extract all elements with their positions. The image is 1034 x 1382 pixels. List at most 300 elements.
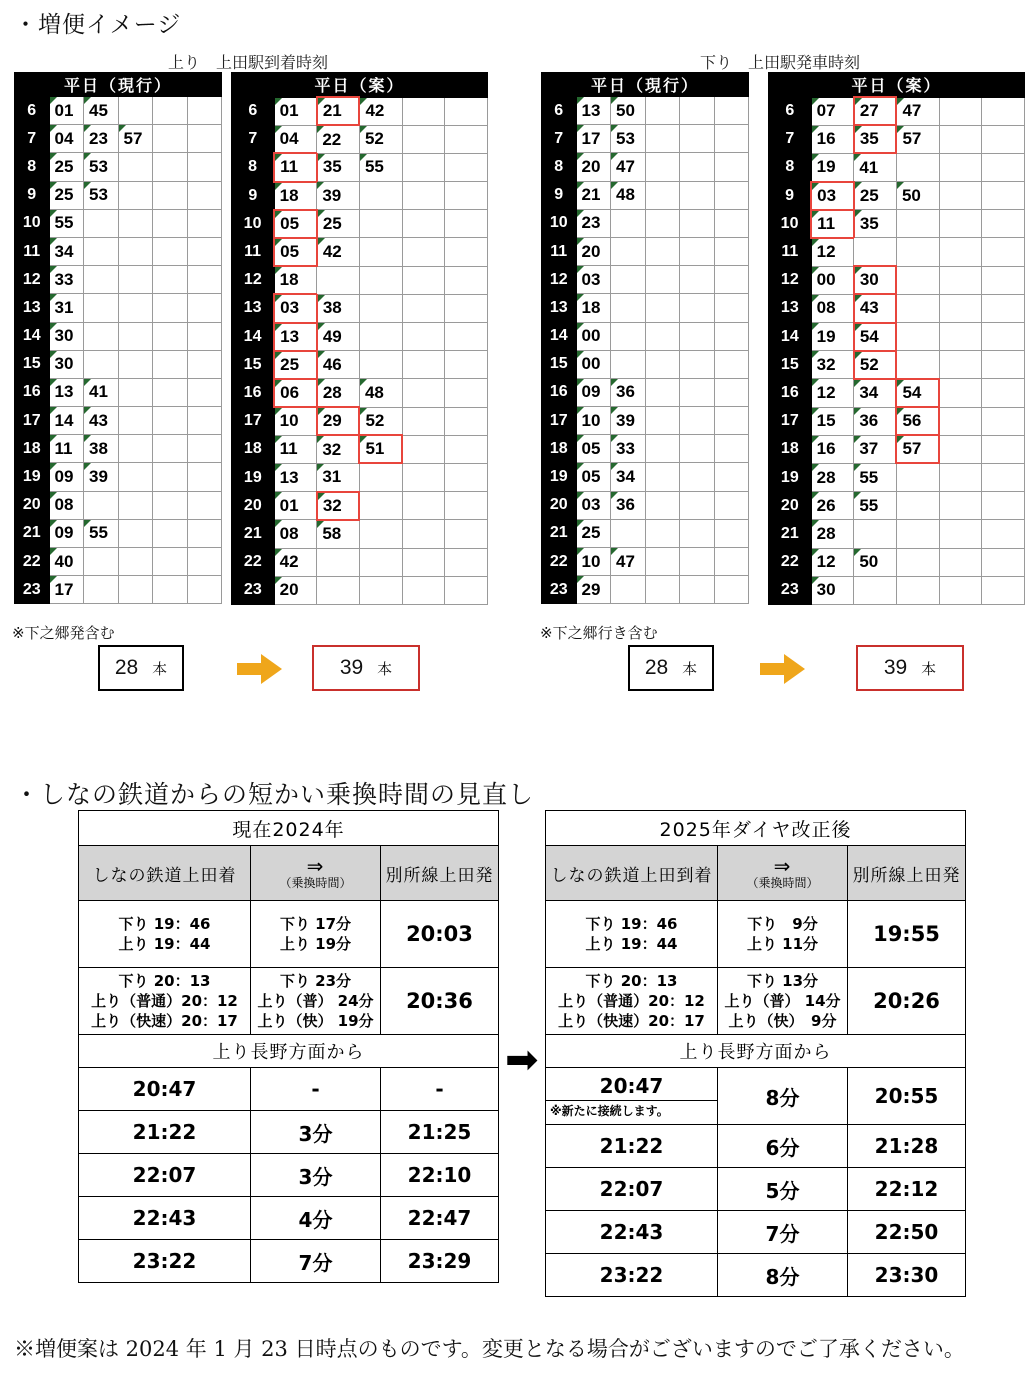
departure-cell: 53 bbox=[84, 181, 119, 209]
timetable-row bbox=[15, 407, 222, 435]
departure-cell: 12 bbox=[811, 548, 854, 576]
empty-cell bbox=[645, 519, 680, 547]
empty-cell bbox=[153, 548, 188, 576]
departure-cell: 08 bbox=[811, 294, 854, 322]
timetable-row bbox=[542, 322, 749, 350]
transfer-sub-label: （乗換時間） bbox=[279, 875, 352, 890]
departure-cell: 35 bbox=[854, 125, 897, 153]
empty-cell bbox=[680, 519, 715, 547]
departure-cell: 01 bbox=[49, 97, 84, 125]
empty-cell bbox=[402, 351, 445, 379]
empty-cell bbox=[153, 266, 188, 294]
departure-cell: 26 bbox=[811, 492, 854, 520]
timetable-row bbox=[542, 435, 749, 463]
empty-cell bbox=[153, 181, 188, 209]
empty-cell bbox=[982, 492, 1025, 520]
caption-inbound: 上り 上田駅到着時刻 bbox=[168, 53, 329, 72]
hour-cell: 21 bbox=[542, 519, 577, 547]
empty-cell bbox=[714, 435, 749, 463]
hour-cell: 13 bbox=[542, 294, 577, 322]
departure-cell: 25 bbox=[274, 351, 317, 379]
departure-cell: 03 bbox=[576, 266, 611, 294]
empty-cell bbox=[187, 294, 222, 322]
depart-time: 20:26 bbox=[848, 968, 966, 1035]
arrive-times: 下り 20：13 上り（普通）20：12 上り（快速）20：17 bbox=[546, 968, 718, 1035]
empty-cell bbox=[153, 322, 188, 350]
arrive-time: 20:47 bbox=[79, 1068, 251, 1111]
empty-cell bbox=[982, 407, 1025, 435]
timetable-row bbox=[232, 435, 488, 463]
empty-cell bbox=[84, 491, 119, 519]
empty-cell bbox=[645, 125, 680, 153]
departure-cell: 30 bbox=[811, 576, 854, 604]
empty-cell bbox=[896, 492, 939, 520]
empty-cell bbox=[645, 266, 680, 294]
empty-cell bbox=[645, 294, 680, 322]
timetable-inbound-proposed bbox=[231, 72, 488, 605]
empty-cell bbox=[896, 238, 939, 266]
hour-cell: 9 bbox=[15, 181, 50, 209]
empty-cell bbox=[854, 520, 897, 548]
departure-cell: 29 bbox=[317, 407, 360, 435]
departure-cell: 50 bbox=[896, 182, 939, 210]
timetable-row bbox=[232, 238, 488, 266]
timetable-row bbox=[769, 323, 1025, 351]
empty-cell bbox=[939, 323, 982, 351]
departure-cell: 31 bbox=[317, 463, 360, 491]
empty-cell bbox=[611, 322, 646, 350]
empty-cell bbox=[84, 350, 119, 378]
empty-cell bbox=[714, 350, 749, 378]
count-current-outbound bbox=[628, 645, 714, 691]
empty-cell bbox=[187, 181, 222, 209]
empty-cell bbox=[445, 520, 488, 548]
empty-cell bbox=[939, 576, 982, 604]
departure-cell: 39 bbox=[611, 407, 646, 435]
hour-cell: 10 bbox=[15, 209, 50, 237]
empty-cell bbox=[84, 294, 119, 322]
empty-cell bbox=[896, 576, 939, 604]
empty-cell bbox=[896, 210, 939, 238]
departure-cell: 25 bbox=[49, 181, 84, 209]
empty-cell bbox=[187, 378, 222, 406]
comparison-table-after bbox=[545, 810, 966, 1297]
empty-cell bbox=[939, 548, 982, 576]
transfer-row bbox=[546, 1125, 966, 1168]
hour-cell: 19 bbox=[542, 463, 577, 491]
empty-cell bbox=[402, 182, 445, 210]
empty-cell bbox=[854, 576, 897, 604]
empty-cell bbox=[982, 266, 1025, 294]
departure-cell: 04 bbox=[49, 125, 84, 153]
empty-cell bbox=[896, 294, 939, 322]
timetable-row bbox=[232, 548, 488, 576]
hour-cell: 12 bbox=[15, 266, 50, 294]
note-inbound: ※下之郷発含む bbox=[12, 625, 115, 642]
departure-cell: 31 bbox=[49, 294, 84, 322]
empty-cell bbox=[680, 181, 715, 209]
timetable-row bbox=[542, 237, 749, 265]
empty-cell bbox=[611, 209, 646, 237]
departure-cell: 23 bbox=[84, 125, 119, 153]
empty-cell bbox=[445, 576, 488, 604]
empty-cell bbox=[611, 519, 646, 547]
empty-cell bbox=[187, 153, 222, 181]
departure-cell: 55 bbox=[84, 519, 119, 547]
timetable-row bbox=[542, 97, 749, 125]
departure-cell: 05 bbox=[274, 238, 317, 266]
empty-cell bbox=[445, 182, 488, 210]
empty-cell bbox=[359, 323, 402, 351]
timetable-outbound-current bbox=[541, 72, 749, 604]
empty-cell bbox=[317, 266, 360, 294]
hour-cell: 13 bbox=[232, 294, 275, 322]
empty-cell bbox=[611, 576, 646, 604]
departure-cell: 53 bbox=[84, 153, 119, 181]
departure-cell: 17 bbox=[576, 125, 611, 153]
hour-cell: 22 bbox=[232, 548, 275, 576]
hour-cell: 16 bbox=[232, 379, 275, 407]
empty-cell bbox=[939, 492, 982, 520]
departure-cell: 01 bbox=[274, 97, 317, 125]
departure-cell: 00 bbox=[576, 322, 611, 350]
empty-cell bbox=[680, 435, 715, 463]
departure-cell: 42 bbox=[274, 548, 317, 576]
empty-cell bbox=[982, 435, 1025, 463]
departure-cell: 29 bbox=[576, 576, 611, 604]
empty-cell bbox=[84, 322, 119, 350]
timetable-row bbox=[769, 210, 1025, 238]
timetable-row bbox=[769, 294, 1025, 322]
timetable-row bbox=[542, 519, 749, 547]
empty-cell bbox=[714, 322, 749, 350]
empty-cell bbox=[402, 379, 445, 407]
hour-cell: 12 bbox=[542, 266, 577, 294]
transfer-times: 下り 13分 上り（普） 14分 上り（快） 9分 bbox=[718, 968, 848, 1035]
empty-cell bbox=[359, 520, 402, 548]
transfer-row bbox=[546, 1254, 966, 1297]
empty-cell bbox=[680, 209, 715, 237]
departure-cell: 52 bbox=[359, 125, 402, 153]
count-unit: 本 bbox=[921, 660, 937, 678]
empty-cell bbox=[187, 435, 222, 463]
departure-cell: 11 bbox=[811, 210, 854, 238]
depart-time: 20:55 bbox=[848, 1068, 966, 1125]
empty-cell bbox=[445, 407, 488, 435]
timetable-row bbox=[769, 407, 1025, 435]
hour-cell: 21 bbox=[15, 519, 50, 547]
empty-cell bbox=[118, 435, 153, 463]
transfer-row bbox=[79, 968, 499, 1035]
timetable-row bbox=[15, 181, 222, 209]
timetable-row bbox=[232, 323, 488, 351]
empty-cell bbox=[118, 491, 153, 519]
departure-cell: 47 bbox=[611, 153, 646, 181]
increase-arrow-outbound bbox=[760, 652, 806, 686]
empty-cell bbox=[939, 238, 982, 266]
empty-cell bbox=[118, 181, 153, 209]
timetable-outbound-proposed-title: 平日（案） bbox=[769, 73, 1025, 98]
departure-cell: 08 bbox=[274, 520, 317, 548]
timetable-row bbox=[769, 548, 1025, 576]
empty-cell bbox=[714, 125, 749, 153]
empty-cell bbox=[359, 463, 402, 491]
empty-cell bbox=[187, 350, 222, 378]
transfer-time: 8分 bbox=[718, 1254, 848, 1297]
hour-cell: 19 bbox=[769, 463, 812, 491]
hour-cell: 19 bbox=[232, 463, 275, 491]
hour-cell: 8 bbox=[542, 153, 577, 181]
empty-cell bbox=[445, 210, 488, 238]
empty-cell bbox=[645, 407, 680, 435]
hour-cell: 11 bbox=[769, 238, 812, 266]
departure-cell: 28 bbox=[811, 520, 854, 548]
depart-time: 21:28 bbox=[848, 1125, 966, 1168]
departure-cell: 09 bbox=[49, 463, 84, 491]
increase-arrow-inbound bbox=[237, 652, 283, 686]
empty-cell bbox=[118, 463, 153, 491]
hour-cell: 8 bbox=[232, 153, 275, 181]
hour-cell: 15 bbox=[15, 350, 50, 378]
hour-cell: 22 bbox=[769, 548, 812, 576]
arrive-time: 21:22 bbox=[546, 1125, 718, 1168]
hour-cell: 16 bbox=[769, 379, 812, 407]
arrive-cell bbox=[546, 1068, 718, 1125]
empty-cell bbox=[714, 294, 749, 322]
empty-cell bbox=[896, 463, 939, 491]
arrive-times: 下り 20：13 上り（普通）20：12 上り（快速）20：17 bbox=[79, 968, 251, 1035]
empty-cell bbox=[645, 463, 680, 491]
empty-cell bbox=[896, 266, 939, 294]
section-increase-heading: ・増便イメージ bbox=[14, 12, 182, 38]
empty-cell bbox=[445, 238, 488, 266]
transfer-arrow-icon: ⇒ bbox=[773, 853, 792, 878]
hour-cell: 17 bbox=[769, 407, 812, 435]
timetable-row bbox=[15, 266, 222, 294]
empty-cell bbox=[680, 576, 715, 604]
hour-cell: 20 bbox=[15, 491, 50, 519]
empty-cell bbox=[445, 463, 488, 491]
timetable-row bbox=[542, 266, 749, 294]
departure-cell: 34 bbox=[49, 237, 84, 265]
empty-cell bbox=[982, 294, 1025, 322]
departure-cell: 14 bbox=[49, 407, 84, 435]
departure-cell: 34 bbox=[854, 379, 897, 407]
departure-cell: 25 bbox=[854, 182, 897, 210]
departure-cell: 52 bbox=[359, 407, 402, 435]
empty-cell bbox=[153, 209, 188, 237]
hour-cell: 23 bbox=[769, 576, 812, 604]
departure-cell: 20 bbox=[576, 237, 611, 265]
departure-cell: 05 bbox=[576, 435, 611, 463]
departure-cell: 15 bbox=[811, 407, 854, 435]
transition-arrow: ➡ bbox=[505, 1038, 539, 1082]
column-header-transfer bbox=[718, 846, 848, 901]
departure-cell: 30 bbox=[49, 322, 84, 350]
empty-cell bbox=[187, 491, 222, 519]
column-header-arrive: しなの鉄道上田着 bbox=[79, 846, 251, 901]
empty-cell bbox=[896, 548, 939, 576]
transfer-times: 下り 9分 上り 11分 bbox=[718, 901, 848, 968]
empty-cell bbox=[982, 323, 1025, 351]
empty-cell bbox=[445, 294, 488, 322]
departure-cell: 13 bbox=[49, 378, 84, 406]
empty-cell bbox=[714, 378, 749, 406]
departure-cell: 19 bbox=[811, 153, 854, 181]
empty-cell bbox=[118, 407, 153, 435]
empty-cell bbox=[445, 97, 488, 125]
hour-cell: 10 bbox=[232, 210, 275, 238]
hour-cell: 18 bbox=[15, 435, 50, 463]
empty-cell bbox=[982, 125, 1025, 153]
empty-cell bbox=[939, 294, 982, 322]
empty-cell bbox=[645, 435, 680, 463]
empty-cell bbox=[153, 350, 188, 378]
departure-cell: 42 bbox=[317, 238, 360, 266]
count-unit: 本 bbox=[682, 660, 698, 678]
empty-cell bbox=[402, 153, 445, 181]
empty-cell bbox=[153, 463, 188, 491]
empty-cell bbox=[187, 97, 222, 125]
departure-cell: 11 bbox=[274, 153, 317, 181]
column-header-depart: 別所線上田発 bbox=[381, 846, 499, 901]
column-header-transfer bbox=[251, 846, 381, 901]
empty-cell bbox=[118, 237, 153, 265]
empty-cell bbox=[714, 97, 749, 125]
empty-cell bbox=[153, 407, 188, 435]
empty-cell bbox=[153, 153, 188, 181]
empty-cell bbox=[359, 266, 402, 294]
empty-cell bbox=[402, 576, 445, 604]
empty-cell bbox=[939, 210, 982, 238]
hour-cell: 11 bbox=[542, 237, 577, 265]
empty-cell bbox=[714, 237, 749, 265]
hour-cell: 21 bbox=[232, 520, 275, 548]
timetable-row bbox=[15, 125, 222, 153]
depart-time: 22:50 bbox=[848, 1211, 966, 1254]
arrive-time: 21:22 bbox=[79, 1111, 251, 1154]
empty-cell bbox=[939, 97, 982, 125]
empty-cell bbox=[153, 435, 188, 463]
arrive-time: 23:22 bbox=[79, 1240, 251, 1283]
departure-cell: 43 bbox=[84, 407, 119, 435]
empty-cell bbox=[153, 576, 188, 604]
empty-cell bbox=[645, 237, 680, 265]
departure-cell: 05 bbox=[576, 463, 611, 491]
empty-cell bbox=[611, 350, 646, 378]
hour-cell: 10 bbox=[769, 210, 812, 238]
empty-cell bbox=[118, 548, 153, 576]
empty-cell bbox=[118, 519, 153, 547]
empty-cell bbox=[714, 153, 749, 181]
departure-cell: 37 bbox=[854, 435, 897, 463]
empty-cell bbox=[645, 491, 680, 519]
hour-cell: 15 bbox=[542, 350, 577, 378]
departure-cell: 21 bbox=[576, 181, 611, 209]
empty-cell bbox=[680, 237, 715, 265]
transfer-row bbox=[546, 1211, 966, 1254]
empty-cell bbox=[939, 435, 982, 463]
arrive-time: 22:07 bbox=[79, 1154, 251, 1197]
hour-cell: 7 bbox=[769, 125, 812, 153]
empty-cell bbox=[118, 576, 153, 604]
departure-cell: 52 bbox=[854, 351, 897, 379]
arrive-time: 22:43 bbox=[79, 1197, 251, 1240]
empty-cell bbox=[611, 237, 646, 265]
empty-cell bbox=[645, 350, 680, 378]
departure-cell: 35 bbox=[854, 210, 897, 238]
transfer-time: 6分 bbox=[718, 1125, 848, 1168]
empty-cell bbox=[896, 153, 939, 181]
empty-cell bbox=[445, 492, 488, 520]
empty-cell bbox=[402, 435, 445, 463]
departure-cell: 23 bbox=[576, 209, 611, 237]
empty-cell bbox=[982, 182, 1025, 210]
empty-cell bbox=[939, 266, 982, 294]
empty-cell bbox=[118, 153, 153, 181]
hour-cell: 12 bbox=[769, 266, 812, 294]
empty-cell bbox=[359, 238, 402, 266]
hour-cell: 11 bbox=[15, 237, 50, 265]
empty-cell bbox=[714, 519, 749, 547]
transfer-time: 3分 bbox=[251, 1154, 381, 1197]
transfer-time: 4分 bbox=[251, 1197, 381, 1240]
depart-time: 22:10 bbox=[381, 1154, 499, 1197]
departure-cell: 03 bbox=[811, 182, 854, 210]
departure-cell: 00 bbox=[811, 266, 854, 294]
empty-cell bbox=[118, 378, 153, 406]
hour-cell: 17 bbox=[232, 407, 275, 435]
departure-cell: 47 bbox=[896, 97, 939, 125]
departure-cell: 35 bbox=[317, 153, 360, 181]
arrive-times: 下り 19：46 上り 19：44 bbox=[546, 901, 718, 968]
empty-cell bbox=[118, 294, 153, 322]
departure-cell: 25 bbox=[317, 210, 360, 238]
empty-cell bbox=[359, 492, 402, 520]
timetable-row bbox=[232, 182, 488, 210]
timetable-row bbox=[769, 492, 1025, 520]
empty-cell bbox=[84, 209, 119, 237]
timetable-row bbox=[542, 125, 749, 153]
transfer-time: 7分 bbox=[251, 1240, 381, 1283]
comparison-table-after-title: 2025年ダイヤ改正後 bbox=[546, 811, 966, 846]
empty-cell bbox=[445, 323, 488, 351]
empty-cell bbox=[714, 548, 749, 576]
departure-cell: 18 bbox=[576, 294, 611, 322]
depart-time: 20:36 bbox=[381, 968, 499, 1035]
empty-cell bbox=[402, 266, 445, 294]
empty-cell bbox=[645, 153, 680, 181]
transfer-time: - bbox=[251, 1068, 381, 1111]
hour-cell: 23 bbox=[542, 576, 577, 604]
empty-cell bbox=[854, 238, 897, 266]
hour-cell: 22 bbox=[542, 548, 577, 576]
hour-cell: 7 bbox=[232, 125, 275, 153]
empty-cell bbox=[714, 463, 749, 491]
departure-cell: 03 bbox=[576, 491, 611, 519]
timetable-row bbox=[769, 97, 1025, 125]
note-outbound: ※下之郷行き含む bbox=[540, 625, 658, 642]
direction-band: 上り長野方面から bbox=[546, 1035, 966, 1068]
timetable-row bbox=[542, 548, 749, 576]
hour-cell: 7 bbox=[542, 125, 577, 153]
timetable-row bbox=[15, 153, 222, 181]
empty-cell bbox=[317, 576, 360, 604]
empty-cell bbox=[982, 238, 1025, 266]
empty-cell bbox=[153, 125, 188, 153]
timetable-row bbox=[769, 238, 1025, 266]
count-value: 39 bbox=[883, 656, 908, 679]
